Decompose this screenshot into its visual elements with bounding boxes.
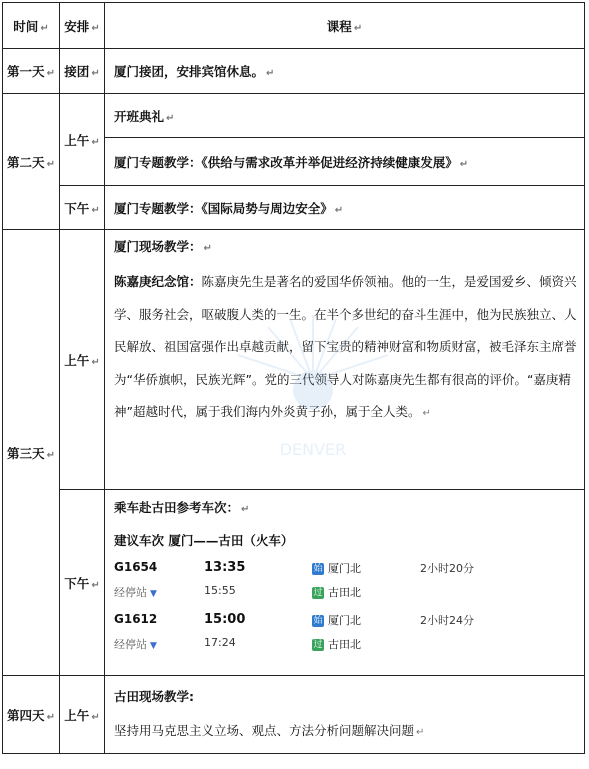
day3-site-title: 厦门现场教学： ↵ [114, 239, 212, 254]
day2-row-3 [3, 186, 585, 230]
header-arrangement: 安排 ↵ [60, 3, 105, 49]
train-from: 始 厦门北 [313, 562, 361, 575]
day2-label: 第二天 ↵ [3, 94, 60, 230]
day3-morning: 上午 ↵ [60, 230, 105, 490]
header-course: 课程 ↵ [105, 3, 585, 49]
schedule-table [2, 2, 585, 754]
train-code: G1612 [114, 612, 158, 626]
stops-dropdown[interactable]: 经停站 ▼ [114, 586, 157, 599]
train-code: G1654 [114, 560, 158, 574]
day3-row-1 [3, 230, 585, 490]
train-item-1[interactable] [114, 558, 578, 606]
watermark-text: DENVER [279, 440, 347, 459]
train-from: 始 厦门北 [313, 614, 361, 627]
day1-label: 第一天 ↵ [3, 49, 60, 94]
day3-row-2 [3, 490, 585, 676]
train-depart: 15:00 [204, 612, 246, 627]
train-item-2[interactable] [114, 610, 578, 658]
day4-text: 坚持用马克思主义立场、观点、方法分析问题解决问题 ↵ [114, 722, 425, 738]
day3-morning-content [105, 230, 585, 490]
chevron-down-icon: ▼ [150, 589, 157, 599]
train-arrive: 15:55 [204, 584, 236, 597]
train-to: 过 古田北 [313, 586, 361, 599]
train-duration: 2小时20分 [420, 562, 474, 575]
train-list [114, 558, 578, 662]
train-duration: 2小时24分 [420, 614, 474, 627]
day1-arrangement: 接团 ↵ [60, 49, 105, 94]
day1-course: 厦门接团，安排宾馆休息。 ↵ [105, 49, 585, 94]
memorial-lead: 陈嘉庚纪念馆： [114, 274, 202, 289]
start-station-icon: 始 [313, 564, 323, 574]
header-time: 时间 ↵ [3, 3, 60, 49]
day2-item-1: 开班典礼 ↵ [105, 94, 585, 138]
start-station-icon: 始 [313, 616, 323, 626]
day1-row [3, 49, 585, 94]
day2-row-1 [3, 94, 585, 138]
pass-station-icon: 过 [313, 588, 323, 598]
memorial-text: 陈嘉庚先生是著名的爱国华侨领袖。他的一生，是爱国爱乡、倾资兴学、服务社会，呕破腹人类的一生。在半个多世纪的奋斗生涯中，他为民族独立、人民解放、祖国富强作出卓越贡献，留下宝贵的精神财富和物质财富，被毛泽东主席誉为“华侨旗帜，民族光辉”。党的三代领导人对陈嘉庚先生都有很高的评价。“嘉庚精神”超越时代，属于我们海内外炎黄子孙，属于全人类。 [114, 274, 577, 419]
train-arrive: 17:24 [204, 636, 236, 649]
day3-afternoon-content [105, 490, 585, 676]
train-depart: 13:35 [204, 560, 246, 575]
day4-content [105, 676, 585, 754]
header-row [3, 3, 585, 49]
stops-dropdown[interactable]: 经停站 ▼ [114, 638, 157, 651]
memorial-paragraph: 陈嘉庚纪念馆：陈嘉庚先生是著名的爱国华侨领袖。他的一生，是爱国爱乡、倾资兴学、服务社会，呕破腹人类的一生。在半个多世纪的奋斗生涯中，他为民族独立、人民解放、祖国富强作出卓越贡献，留下宝贵的精神财富和物质财富，被毛泽东主席誉为“华侨旗帜，民族光辉”。党的三代领导人对陈嘉庚先生都有很高的评价。“嘉庚精神”超越时代，属于我们海内外炎黄子孙，属于全人类。 ↵ [114, 274, 577, 419]
day4-site-title: 古田现场教学: [114, 688, 194, 704]
day2-afternoon: 下午 ↵ [60, 186, 105, 230]
day2-item-2: 厦门专题教学：《供给与需求改革并举促进经济持续健康发展》 ↵ [105, 138, 585, 186]
chevron-down-icon: ▼ [150, 641, 157, 651]
train-suggest: 建议车次 厦门——古田（火车） [114, 533, 294, 548]
day2-item-3: 厦门专题教学：《国际局势与周边安全》 ↵ [105, 186, 585, 230]
train-to: 过 古田北 [313, 638, 361, 651]
day3-label: 第三天 ↵ [3, 230, 60, 676]
day3-afternoon: 下午 ↵ [60, 490, 105, 676]
pass-station-icon: 过 [313, 640, 323, 650]
train-title: 乘车赴古田参考车次： ↵ [114, 500, 250, 515]
day2-morning: 上午 ↵ [60, 94, 105, 186]
day4-label: 第四天 ↵ [3, 676, 60, 754]
day4-morning: 上午 ↵ [60, 676, 105, 754]
day4-row [3, 676, 585, 754]
